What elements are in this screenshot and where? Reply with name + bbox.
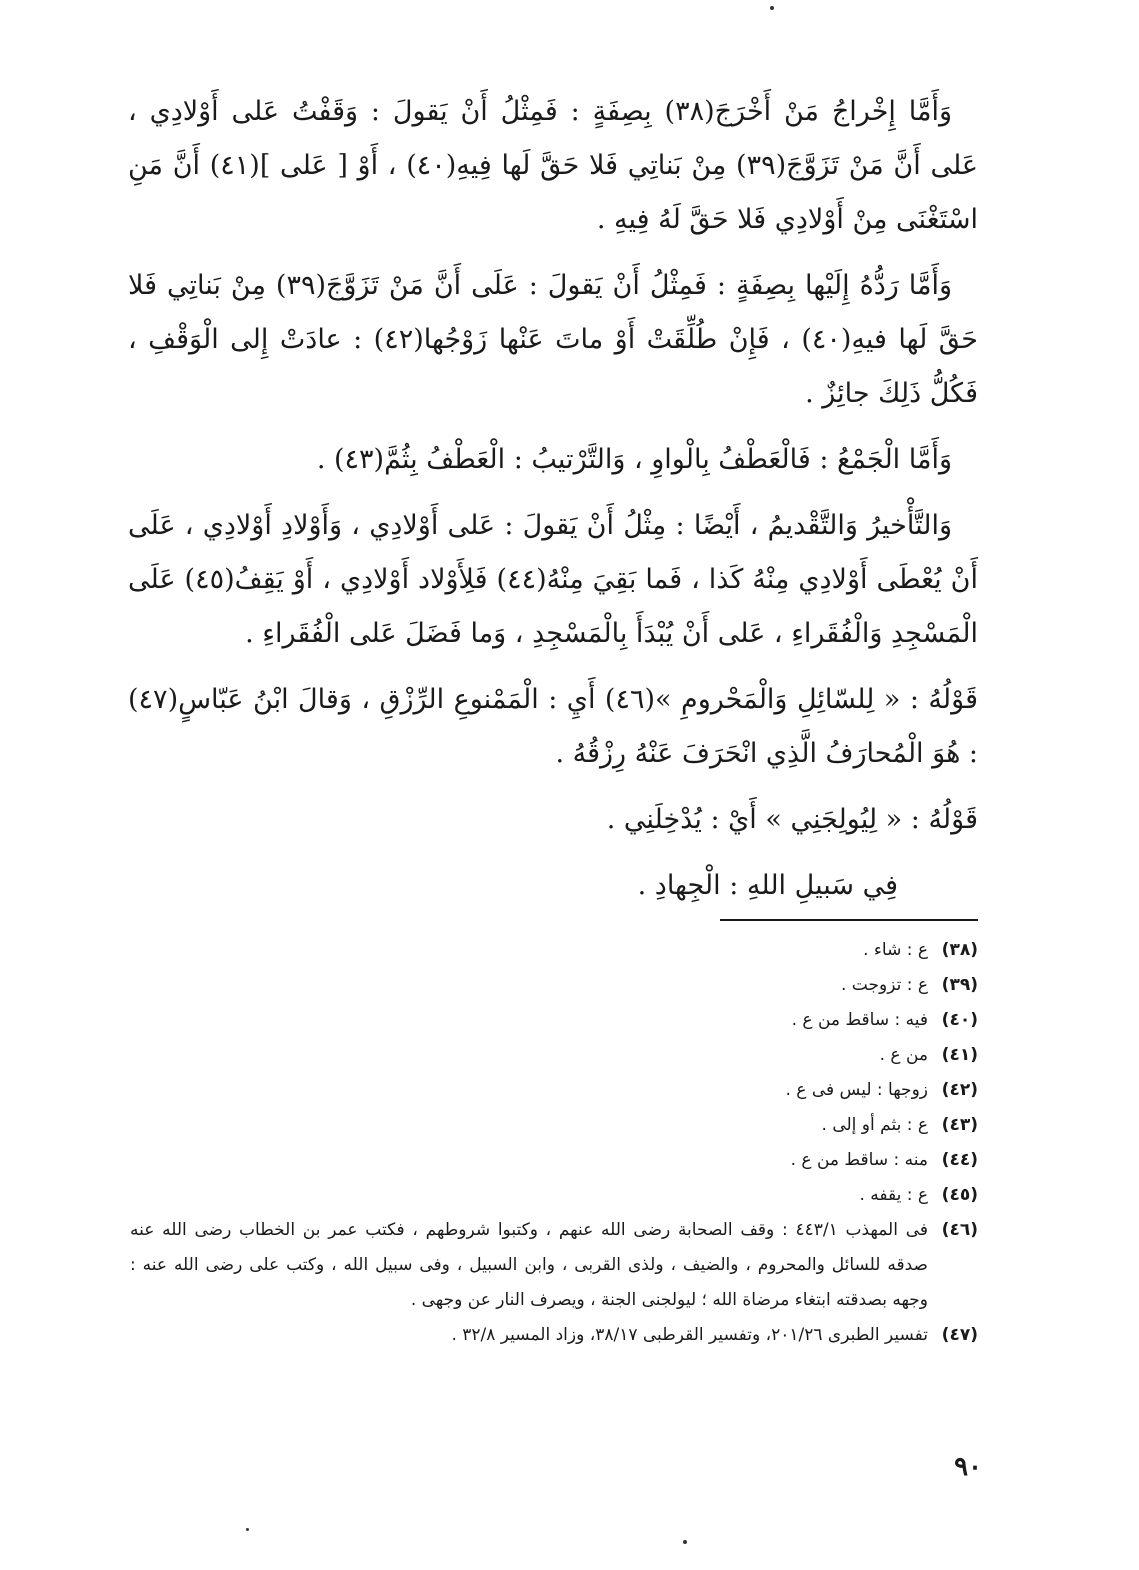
- footnote-number: (٣٨): [941, 940, 978, 960]
- footnote-40: [130, 1003, 978, 1038]
- footnote-45: [130, 1178, 978, 1213]
- footnote-text: ع : شاء .: [863, 940, 928, 960]
- footnote-number: (٤٥): [941, 1185, 978, 1205]
- paragraph-qawluhu-sail: قَوْلُهُ : « لِلسّائِلِ وَالْمَحْرومِ »(٤٦) أَيِ : الْمَمْنوعِ الرِّزْقِ ، وَقالَ ابْنُ عَبّاسٍ(٤٧) : هُوَ الْمُحارَفُ الَّذِي انْحَرَفَ عَنْهُ رِزْقُهُ .: [128, 684, 978, 769]
- footnote-44: [130, 1143, 978, 1178]
- footnote-text: منه : ساقط من ع .: [790, 1150, 928, 1170]
- footnote-text: فى المهذب ٤٤٣/١ : وقف الصحابة رضى الله عنهم ، وكتبوا شروطهم ، فكتب عمر بن الخطاب رضى الله عنه صدقه للسائل والمحروم ، والضيف ، ولذى القربى ، وابن السبيل ، وفى سبيل الله ، وكتب على رضى الله عنه : وجهه بصدقته ابتغاء مرضاة الله ؛ ليولجنى الجنة ، ويصرف النار عن وجهى .: [130, 1220, 928, 1310]
- footnote-text: فيه : ساقط من ع .: [791, 1010, 928, 1030]
- paragraph-radd: وَأَمَّا رَدُّهُ إِلَيْها بِصِفَةٍ : فَمِثْلُ أَنْ يَقولَ : عَلَى أَنَّ مَنْ تَزَوَّجَ(٣٩) مِنْ بَناتِي فَلا حَقَّ لَها فيهِ(٤٠) ، فَإِنْ طُلِّقَتْ أَوْ ماتَ عَنْها زَوْجُها(٤٢) : عادَتْ إِلى الْوَقْفِ ، فَكُلُّ ذَلِكَ جائِزٌ .: [128, 270, 978, 409]
- scan-speck: [770, 6, 774, 10]
- main-text: [128, 85, 978, 925]
- paragraph-takhir: وَالتَّأْخيرُ وَالتَّقْديمُ ، أَيْضًا : مِثْلُ أَنْ يَقولَ : عَلى أَوْلادِي ، وَأَوْلادِ أَوْلادِي ، عَلَى أَنْ يُعْطَى أَوْلادِي مِنْهُ كَذا ، فَما بَقِيَ مِنْهُ(٤٤) فَلِأَوْلاد أَوْلادِي ، أَوْ يَقِفُ(٤٥) عَلَى الْمَسْجِدِ وَالْفُقَراءِ ، عَلى أَنْ يُبْدَأَ بِالْمَسْجِدِ ، وَما فَضَلَ عَلى الْفُقَراءِ .: [128, 510, 978, 649]
- footnote-number: (٤٧): [941, 1325, 978, 1345]
- footnote-number: (٣٩): [941, 975, 978, 995]
- footnote-divider: [720, 919, 978, 921]
- footnote-text: زوجها : ليس فى ع .: [785, 1080, 928, 1100]
- footnote-41: [130, 1038, 978, 1073]
- footnote-text: ع : بثم أو إلى .: [821, 1115, 928, 1135]
- footnote-39: [130, 968, 978, 1003]
- footnote-46: [130, 1213, 978, 1318]
- paragraph-jam: وَأَمَّا الْجَمْعُ : فَالْعَطْفُ بِالْواوِ ، وَالتَّرْتيبُ : الْعَطْفُ بِثُمَّ(٤٣) .: [316, 444, 952, 475]
- footnote-number: (٤٣): [941, 1115, 978, 1135]
- scan-speck: [683, 1540, 687, 1544]
- footnote-text: ع : يقفه .: [859, 1185, 928, 1205]
- footnote-number: (٤٦): [941, 1220, 978, 1240]
- page-number: ٩٠: [954, 1452, 982, 1482]
- footnote-text: من ع .: [879, 1045, 928, 1065]
- footnote-number: (٤٢): [941, 1080, 978, 1100]
- paragraph-sabil-allah: فِي سَبيلِ اللهِ : الْجِهادِ .: [637, 870, 898, 901]
- footnote-number: (٤٤): [941, 1150, 978, 1170]
- scan-speck: [246, 1528, 249, 1531]
- footnote-47: [130, 1318, 978, 1353]
- footnote-42: [130, 1073, 978, 1108]
- footnote-text: تفسير الطبرى ٢٠١/٢٦، وتفسير القرطبى ٣٨/١٧، وزاد المسير ٣٢/٨ .: [451, 1325, 928, 1345]
- footnote-43: [130, 1108, 978, 1143]
- footnote-number: (٤٠): [941, 1010, 978, 1030]
- paragraph-qawluhu-yulijani: قَوْلُهُ : « لِيُولِجَنِي » أَيْ : يُدْخِلَنِي .: [606, 804, 978, 835]
- footnote-text: ع : تزوجت .: [840, 975, 928, 995]
- paragraph-ikhraj: وَأَمَّا إِخْراجُ مَنْ أَخْرَجَ(٣٨) بِصِفَةٍ : فَمِثْلُ أَنْ يَقولَ : وَقَفْتُ عَلى أَوْلادِي ، عَلى أَنَّ مَنْ تَزَوَّجَ(٣٩) مِنْ بَناتِي فَلا حَقَّ لَها فِيهِ(٤٠) ، أَوْ [ عَلى ](٤١) أَنَّ مَنِ اسْتَغْنَى مِنْ أَوْلادِي فَلا حَقَّ لَهُ فِيهِ .: [128, 96, 979, 235]
- footnotes: [130, 933, 978, 1353]
- footnote-38: [130, 933, 978, 968]
- footnote-number: (٤١): [941, 1045, 978, 1065]
